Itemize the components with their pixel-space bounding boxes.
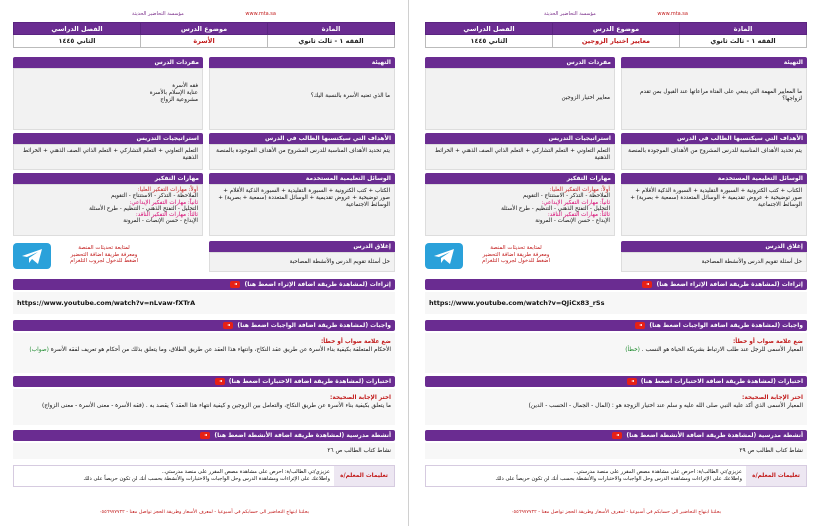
enrichment-link[interactable]: https://www.youtube.com/watch?v=nLvaw-fXTrA <box>17 299 196 307</box>
topic-label: موضوع الدرس <box>553 23 680 35</box>
topic-label: موضوع الدرس <box>141 23 268 35</box>
subject-label: المادة <box>268 23 395 35</box>
closing-text: حل أسئلة تقويم الدرس والأنشطة المصاحبة <box>621 252 807 272</box>
semester-label: الفصل الدراسي <box>426 23 553 35</box>
homework-band[interactable] <box>13 320 395 331</box>
thinking-line: الملاحظة - التذكر - الاستنتاج - التقويم <box>111 193 198 200</box>
sheet-header <box>417 11 815 17</box>
thinking-line: الملاحظة - التذكر - الاستنتاج - التقويم <box>523 193 610 200</box>
homework-band[interactable] <box>425 320 807 331</box>
semester-value: الثاني ١٤٤٥ <box>426 35 553 48</box>
objectives-title: الأهداف التي سيكتسبها الطالب في الدرس <box>209 133 395 144</box>
thinking-line: الإبداع - حسن الإنصات - المرونة <box>535 218 610 225</box>
tests-content <box>13 389 395 425</box>
notes-line: واطلاعك على الإثراءات ومشاهدة الدرس وحل الواجبات والاختبارات والأنشطة بحسب أنك لن تكون حريصاً على ذلك <box>495 476 742 482</box>
youtube-icon[interactable] <box>642 281 652 288</box>
vocab-item: مشروعية الزواج <box>160 97 198 103</box>
notes-line: عزيزي/تي الطالب/ة: احرص على مشاهدة مصص المقرر على منصة مدرستي.. <box>161 469 330 475</box>
tests-question: اختر الإجابة الصحيحة: <box>330 395 391 401</box>
footer-note: بحلتنا ابتهاج التحاضير الى حسابكم في أسبوعيا - لمعرف الأسعار وطريقة الحجز تواصل معنا - ٠٥٥٦٩٧٧٧٢٢ <box>98 510 310 515</box>
objectives-title: الأهداف التي سيكتسبها الطالب في الدرس <box>621 133 807 144</box>
tests-text: ما يتعلق بكيفية بناء الأسرة عن طريق النكاح، والتعامل بين الزوجين و كيفية انتهاء هذا العقد ؟ يقصد به . (فقه الأسرة - معنى الأسرة - معنى الزواج) <box>41 402 391 409</box>
thinking-list <box>13 184 203 236</box>
page-divider <box>408 0 409 526</box>
lesson-plan-sheet-1 <box>417 0 815 526</box>
media-text: الكتاب + كتب الكترونية + السبورة التقليدية + السبورة الذكية الأقلام + صور توضيحية + عروض تقديمية + الوسائل المتعددة (سمعية + بصرية) + الوسائط الاجتماعية <box>621 184 807 236</box>
youtube-icon[interactable] <box>627 378 637 385</box>
org-name: مؤسسة التحاضير الحديثة <box>132 11 184 17</box>
topic-value: الأسرة <box>141 35 268 48</box>
notes-line: عزيزي/تي الطالب/ة: احرص على مشاهدة مصص المقرر على منصة مدرستي.. <box>573 469 742 475</box>
activity-content <box>425 443 807 459</box>
intro-title: التهيئة <box>209 57 395 68</box>
enrichment-link[interactable]: https://www.youtube.com/watch?v=QJiCx83_rSs <box>429 299 605 307</box>
tests-text: المعيار الأسمى الذي أكد عليه النبي صلى الله عليه و سلم عند اختيار الزوجة هو : (المال - الجمال - الحسب - الدين) <box>528 402 803 409</box>
strategies-title: استراتيجيات التدريس <box>13 133 203 144</box>
objectives-section <box>209 133 395 170</box>
homework-text: المعيار الأسمى للرجل عند طلب الارتباط بشريكة الحياة هو النسب . <box>641 346 803 353</box>
thinking-line: ثالثاً: مهارات التفكير الناقد: <box>547 212 610 219</box>
objectives-section <box>621 133 807 170</box>
media-text: الكتاب + كتب الكترونية + السبورة التقليدية + السبورة الذكية الأقلام + صور توضيحية + عروض تقديمية + الوسائل المتعددة (سمعية + بصرية) + الوسائط الاجتماعية <box>209 184 395 236</box>
telegram-promo[interactable] <box>471 241 561 265</box>
notes-line: واطلاعك على الإثراءات ومشاهدة الدرس وحل الواجبات والاختبارات والأنشطة بحسب أنك لن تكون حريصاً على ذلك <box>83 476 330 482</box>
promo-line: ومعرفة طريقة اضافة التحضير <box>482 251 550 258</box>
closing-title: إغلاق الدرس <box>209 241 395 252</box>
activity-title: أنشطة مدرسية (لمشاهدة طريقة اضافة الأنشطة اضغط هنا) <box>626 432 803 439</box>
homework-content <box>13 333 395 373</box>
notes-label: تعليمات المعلم/ة <box>334 466 394 486</box>
youtube-icon[interactable] <box>612 432 622 439</box>
thinking-title: مهارات التفكير <box>425 173 615 184</box>
activity-title: أنشطة مدرسية (لمشاهدة طريقة اضافة الأنشطة اضغط هنا) <box>214 432 391 439</box>
enrichment-title: إثراءات (لمشاهدة طريقة اضافة الإثراء اضغط هنا) <box>656 281 803 288</box>
promo-line: اضغط للدخول لجروب التلغرام <box>482 258 550 264</box>
intro-section <box>621 57 807 130</box>
thinking-line: ثانياً: مهارات التفكير الإبداعي: <box>541 199 610 206</box>
teacher-notes <box>13 465 395 487</box>
thinking-line: التحليل - التفتح الذهني - التنظيم - طرح الأسئلة <box>501 205 610 212</box>
sheet-header <box>5 11 403 17</box>
closing-section <box>621 241 807 272</box>
vocab-list <box>13 68 203 130</box>
thinking-section <box>13 173 203 236</box>
tests-band[interactable] <box>13 376 395 387</box>
site-url[interactable]: www.mta.sa <box>657 11 688 17</box>
activity-band[interactable] <box>13 430 395 441</box>
tests-content <box>425 389 807 425</box>
promo-line: لمتابعة تحديثات المنصة <box>78 245 130 251</box>
subject-value: الفقه ١ - ثالث ثانوي <box>268 35 395 48</box>
vocab-item: فقه الأسرة <box>172 83 198 89</box>
closing-section <box>209 241 395 272</box>
media-section <box>621 173 807 236</box>
intro-text: ما المعايير المهمة التي ينبغي على الفتاة مراعاتها عند القبول بمن تقدم لزواجها؟ <box>621 68 807 130</box>
homework-text: الأحكام المتعلقة بكيفية بناء الأسرة عن طريق عقد النكاح، وانتهاء هذا العقد عن طريق الطلاق، وما يتعلق بذلك من أحكام هو تعريف لفقه الأسرة <box>50 346 391 353</box>
enrichment-band[interactable] <box>425 279 807 290</box>
strategies-text: التعلم التعاوني + التعلم التشاركي + التعلم الذاتي الصف الذهني + الخرائط الذهنية <box>425 144 615 170</box>
promo-line: اضغط للدخول لجروب التلغرام <box>70 258 138 264</box>
footer-note: بحلتنا ابتهاج التحاضير الى حسابكم في أسبوعيا - لمعرف الأسعار وطريقة الحجز تواصل معنا - ٠٥٥٦٩٧٧٧٢٢ <box>510 510 722 515</box>
youtube-icon[interactable] <box>200 432 210 439</box>
homework-content <box>425 333 807 373</box>
intro-text: ما الذي تعنيه الأسرة بالنسبة اليك؟ <box>209 68 395 130</box>
objectives-text: يتم تحديد الأهداف المناسبة للدرس المشروح من الأهداف الموجودة بالمنصة <box>621 144 807 170</box>
media-title: الوسائل التعليمية المستخدمة <box>621 173 807 184</box>
activity-content <box>13 443 395 459</box>
youtube-icon[interactable] <box>230 281 240 288</box>
vocab-section <box>425 57 615 130</box>
site-url[interactable]: www.mta.sa <box>245 11 276 17</box>
semester-value: الثاني ١٤٤٥ <box>14 35 141 48</box>
promo-line: لمتابعة تحديثات المنصة <box>490 245 542 251</box>
homework-answer: (صواب) <box>29 346 49 353</box>
thinking-line: التحليل - التفتح الذهني - التنظيم - طرح الأسئلة <box>89 205 198 212</box>
thinking-section <box>425 173 615 236</box>
vocab-text: معايير اختيار الزوجين <box>425 68 615 130</box>
youtube-icon[interactable] <box>223 322 233 329</box>
tests-question: اختر الإجابة الصحيحة: <box>742 395 803 401</box>
tests-title: اختبارات (لمشاهدة طريقة اضافة الاختبارات اضغط هنا) <box>228 378 391 385</box>
tests-title: اختبارات (لمشاهدة طريقة اضافة الاختبارات اضغط هنا) <box>640 378 803 385</box>
enrichment-band[interactable] <box>13 279 395 290</box>
topic-value: معايير اختيار الزوجين <box>553 35 680 48</box>
objectives-text: يتم تحديد الأهداف المناسبة للدرس المشروح من الأهداف الموجودة بالمنصة <box>209 144 395 170</box>
vocab-section <box>13 57 203 130</box>
semester-label: الفصل الدراسي <box>14 23 141 35</box>
homework-title: واجبات (لمشاهدة طريقة اضافة الواجبات اضغط هنا) <box>237 322 391 329</box>
strategies-title: استراتيجيات التدريس <box>425 133 615 144</box>
telegram-promo[interactable] <box>59 241 149 265</box>
telegram-icon[interactable] <box>425 243 463 269</box>
lesson-info-table <box>13 22 395 48</box>
homework-question: ضع علامة صواب أو خطأ: <box>732 339 803 345</box>
activity-text: نشاط كتاب الطالب ص ٢٦ <box>327 448 391 454</box>
strategies-section <box>13 133 203 170</box>
thinking-title: مهارات التفكير <box>13 173 203 184</box>
homework-answer: (خطأ) <box>625 346 640 353</box>
enrichment-content <box>13 292 395 314</box>
thinking-list <box>425 184 615 236</box>
tests-band[interactable] <box>425 376 807 387</box>
thinking-line: ثانياً: مهارات التفكير الإبداعي: <box>129 199 198 206</box>
closing-title: إغلاق الدرس <box>621 241 807 252</box>
media-section <box>209 173 395 236</box>
thinking-line: الإبداع - حسن الإنصات - المرونة <box>123 218 198 225</box>
vocab-title: مفردات الدرس <box>425 57 615 68</box>
thinking-line: ثالثاً: مهارات التفكير الناقد: <box>135 212 198 219</box>
vocab-item: عناية الإسلام بالأسرة <box>149 90 198 96</box>
teacher-notes <box>425 465 807 487</box>
org-name: مؤسسة التحاضير الحديثة <box>544 11 596 17</box>
enrichment-content <box>425 292 807 314</box>
telegram-icon[interactable] <box>13 243 51 269</box>
vocab-title: مفردات الدرس <box>13 57 203 68</box>
strategies-section <box>425 133 615 170</box>
subject-value: الفقه ١ - ثالث ثانوي <box>680 35 807 48</box>
media-title: الوسائل التعليمية المستخدمة <box>209 173 395 184</box>
activity-band[interactable] <box>425 430 807 441</box>
notes-label: تعليمات المعلم/ة <box>746 466 806 486</box>
activity-text: نشاط كتاب الطالب ص ٢٩ <box>739 448 803 454</box>
intro-title: التهيئة <box>621 57 807 68</box>
thinking-line: أولاً: مهارات التفكير العليا: <box>549 187 610 193</box>
intro-section <box>209 57 395 130</box>
homework-title: واجبات (لمشاهدة طريقة اضافة الواجبات اضغط هنا) <box>649 322 803 329</box>
closing-text: حل أسئلة تقويم الدرس والأنشطة المصاحبة <box>209 252 395 272</box>
strategies-text: التعلم التعاوني + التعلم التشاركي + التعلم الذاتي الصف الذهني + الخرائط الذهنية <box>13 144 203 170</box>
promo-line: ومعرفة طريقة اضافة التحضير <box>70 251 138 258</box>
youtube-icon[interactable] <box>635 322 645 329</box>
thinking-line: أولاً: مهارات التفكير العليا: <box>137 187 198 193</box>
lesson-plan-sheet-2 <box>5 0 403 526</box>
subject-label: المادة <box>680 23 807 35</box>
youtube-icon[interactable] <box>215 378 225 385</box>
enrichment-title: إثراءات (لمشاهدة طريقة اضافة الإثراء اضغط هنا) <box>244 281 391 288</box>
homework-question: ضع علامة صواب أو خطأ: <box>320 339 391 345</box>
lesson-info-table <box>425 22 807 48</box>
